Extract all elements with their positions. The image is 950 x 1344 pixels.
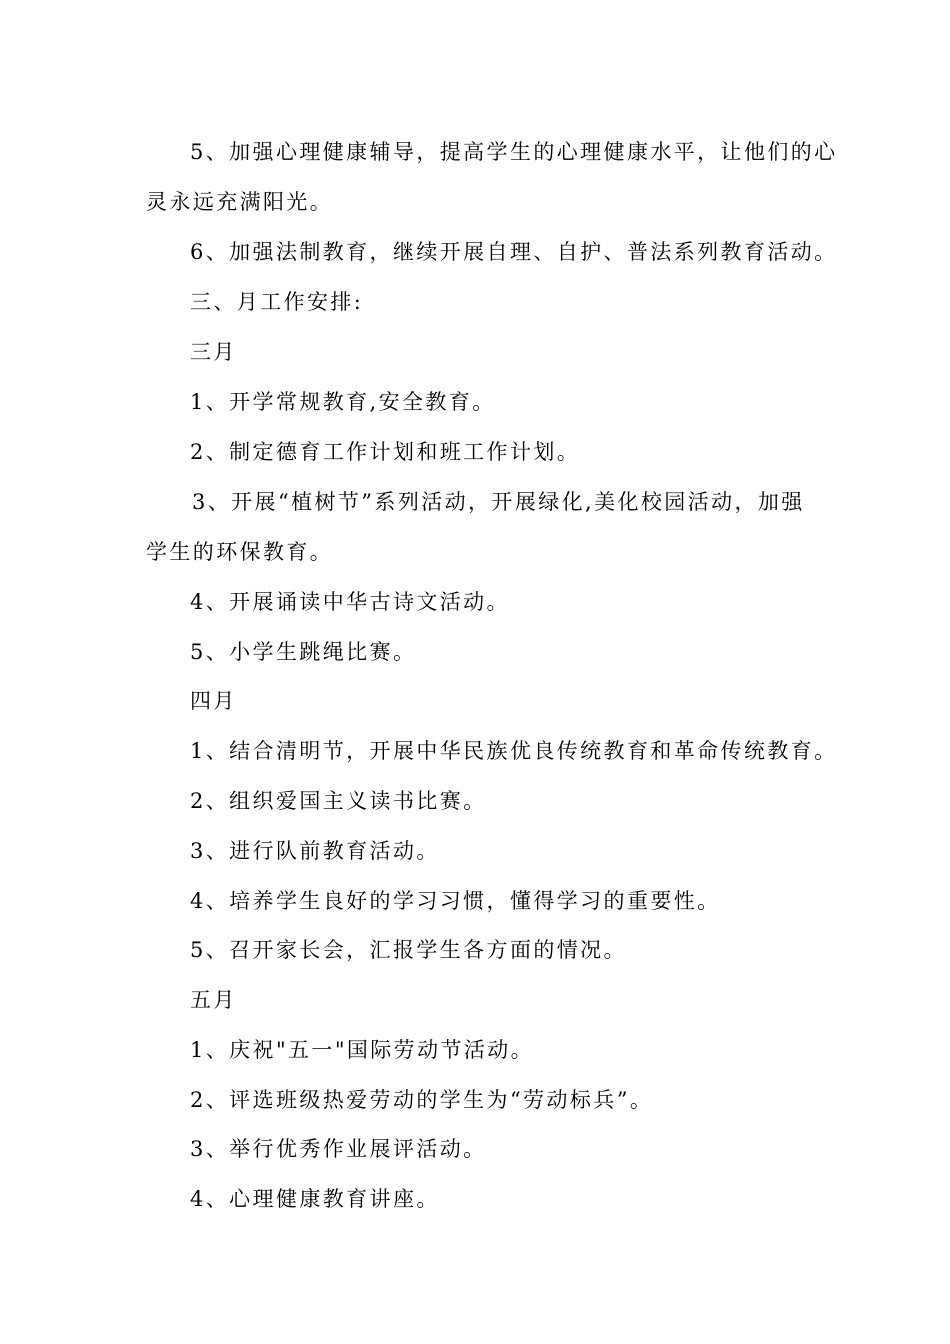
month-heading: 五月	[190, 988, 237, 1012]
paragraph-line: 5、加强心理健康辅导，提高学生的心理健康水平，让他们的心	[190, 140, 838, 164]
section-heading: 三、月工作安排:	[190, 290, 364, 314]
list-item: 5、召开家长会，汇报学生各方面的情况。	[190, 938, 627, 962]
paragraph-line: 6、加强法制教育，继续开展自理、自护、普法系列教育活动。	[190, 240, 838, 264]
list-item: 1、开学常规教育,安全教育。	[190, 390, 496, 414]
list-item: 5、小学生跳绳比赛。	[190, 640, 417, 664]
list-item: 1、庆祝"五一"国际劳动节活动。	[190, 1038, 535, 1062]
list-item: 4、培养学生良好的学习习惯，懂得学习的重要性。	[190, 889, 721, 913]
list-item: 2、制定德育工作计划和班工作计划。	[190, 440, 581, 464]
list-item: 2、评选班级热爱劳动的学生为“劳动标兵”。	[190, 1088, 654, 1112]
month-heading: 三月	[190, 340, 237, 364]
list-item: 1、结合清明节，开展中华民族优良传统教育和革命传统教育。	[190, 739, 838, 763]
list-item: 3、开展“植树节”系列活动，开展绿化,美化校园活动，加强	[192, 490, 805, 514]
list-item: 4、开展诵读中华古诗文活动。	[190, 590, 510, 614]
list-item: 3、进行队前教育活动。	[190, 839, 440, 863]
month-heading: 四月	[190, 689, 237, 713]
paragraph-line: 灵永远充满阳光。	[146, 190, 334, 214]
list-item-continuation: 学生的环保教育。	[146, 540, 334, 564]
list-item: 4、心理健康教育讲座。	[190, 1187, 440, 1211]
list-item: 3、举行优秀作业展评活动。	[190, 1137, 487, 1161]
list-item: 2、组织爱国主义读书比赛。	[190, 789, 487, 813]
